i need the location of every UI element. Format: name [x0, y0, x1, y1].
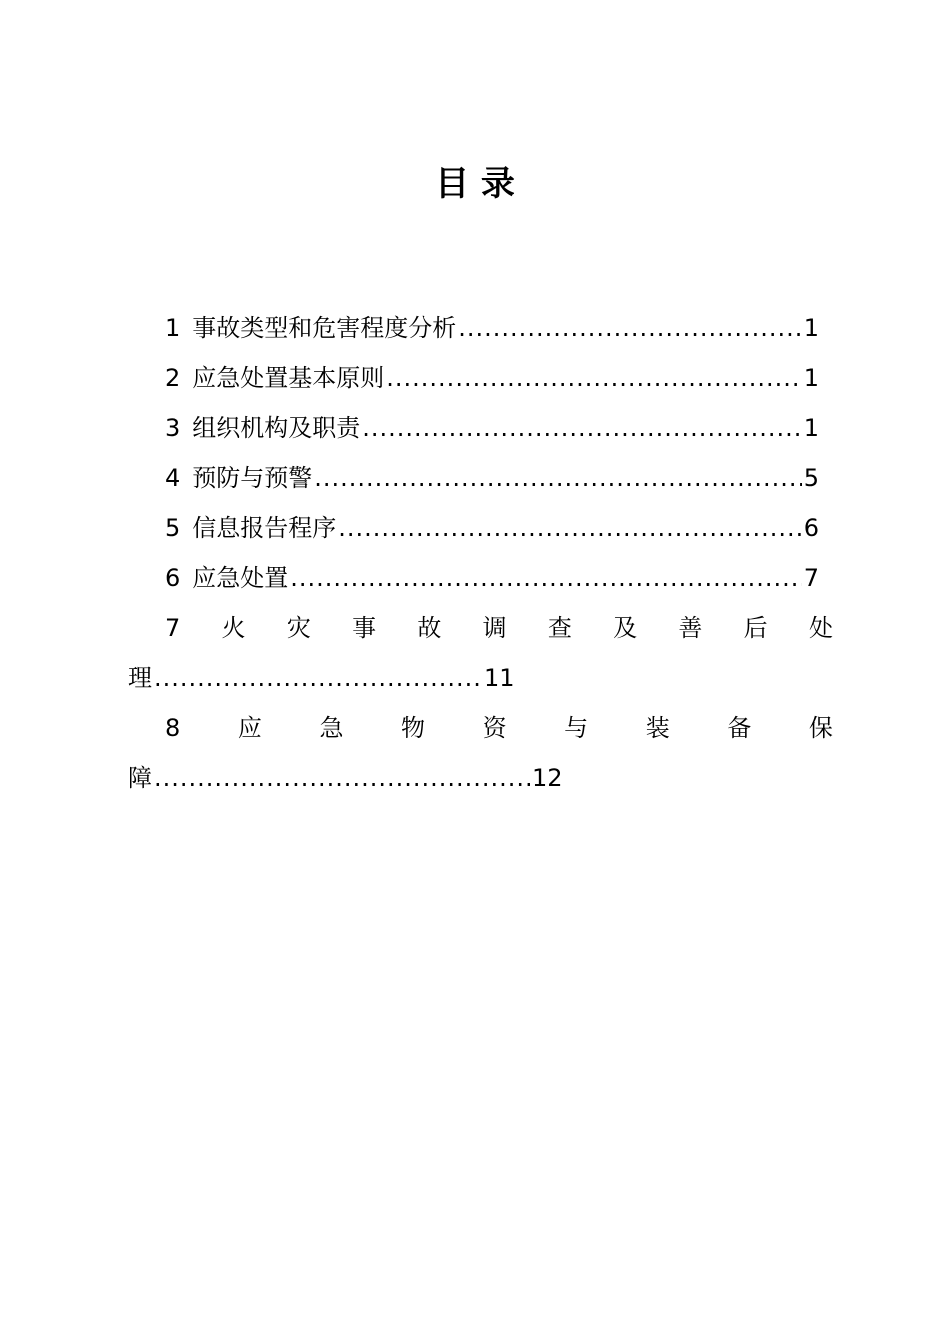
toc-entry-title: 应急处置基本原则: [192, 364, 385, 392]
toc-dot-leader: [154, 760, 530, 796]
toc-entry-char: 理: [128, 664, 152, 692]
toc-entry-4[interactable]: [165, 460, 819, 496]
toc-entry-char: 善: [678, 614, 703, 642]
toc-entry-6[interactable]: [165, 560, 819, 596]
toc-entry-8[interactable]: [165, 710, 833, 746]
toc-dot-leader: [290, 560, 801, 596]
toc-entry-title: 应急处置: [192, 564, 289, 592]
toc-entry-char: 备: [727, 714, 752, 742]
toc-entry-char: 调: [482, 614, 507, 642]
toc-entry-char: 应: [237, 714, 262, 742]
toc-entry-8-continuation[interactable]: [128, 760, 563, 796]
toc-entry-title: 预防与预警: [192, 464, 313, 492]
toc-entry-number: 4: [165, 464, 181, 492]
toc-entry-2[interactable]: [165, 360, 819, 396]
toc-entry-5[interactable]: [165, 510, 819, 546]
toc-entry-char: 资: [482, 714, 507, 742]
toc-entry-char: 保: [808, 714, 833, 742]
toc-entry-char: 急: [319, 714, 344, 742]
page-title: 目 录: [435, 164, 515, 204]
toc-entry-number: 8: [165, 714, 181, 742]
toc-entry-char: 后: [743, 614, 768, 642]
toc-entry-number: 5: [165, 514, 181, 542]
toc-entry-number: 7: [165, 614, 181, 642]
toc-entry-page: 5: [803, 464, 819, 492]
toc-entry-char: 障: [128, 764, 152, 792]
toc-entry-title: 组织机构及职责: [192, 414, 361, 442]
toc-entry-char: 及: [613, 614, 638, 642]
toc-entry-char: 与: [564, 714, 589, 742]
toc-entry-char: 装: [645, 714, 670, 742]
toc-entry-page: 12: [532, 764, 563, 792]
toc-entry-number: 3: [165, 414, 181, 442]
toc-entry-char: 灾: [286, 614, 311, 642]
toc-dot-leader: [338, 510, 801, 546]
toc-entry-number: 2: [165, 364, 181, 392]
toc-entry-char: 处: [808, 614, 833, 642]
toc-dot-leader: [362, 410, 801, 446]
toc-entry-title: 信息报告程序: [192, 514, 337, 542]
toc-entry-1[interactable]: [165, 310, 819, 346]
toc-entry-7[interactable]: [165, 610, 833, 646]
toc-entry-7-continuation[interactable]: [128, 660, 515, 696]
toc-dot-leader: [314, 460, 801, 496]
toc-entry-char: 查: [547, 614, 572, 642]
toc-entry-page: 6: [803, 514, 819, 542]
toc-entry-number: 1: [165, 314, 181, 342]
toc-dot-leader: [386, 360, 801, 396]
toc-entry-char: 故: [417, 614, 442, 642]
toc-entry-char: 火: [221, 614, 246, 642]
toc-entry-3[interactable]: [165, 410, 819, 446]
toc-entry-page: 1: [803, 414, 819, 442]
toc-entry-char: 物: [401, 714, 426, 742]
toc-entry-page: 1: [803, 314, 819, 342]
toc-entry-char: 事: [352, 614, 377, 642]
toc-entry-page: 11: [484, 664, 515, 692]
toc-entry-title: 事故类型和危害程度分析: [192, 314, 457, 342]
toc-dot-leader: [458, 310, 801, 346]
toc-entry-number: 6: [165, 564, 181, 592]
toc-entry-page: 1: [803, 364, 819, 392]
toc-dot-leader: [154, 660, 482, 696]
toc-entry-page: 7: [803, 564, 819, 592]
